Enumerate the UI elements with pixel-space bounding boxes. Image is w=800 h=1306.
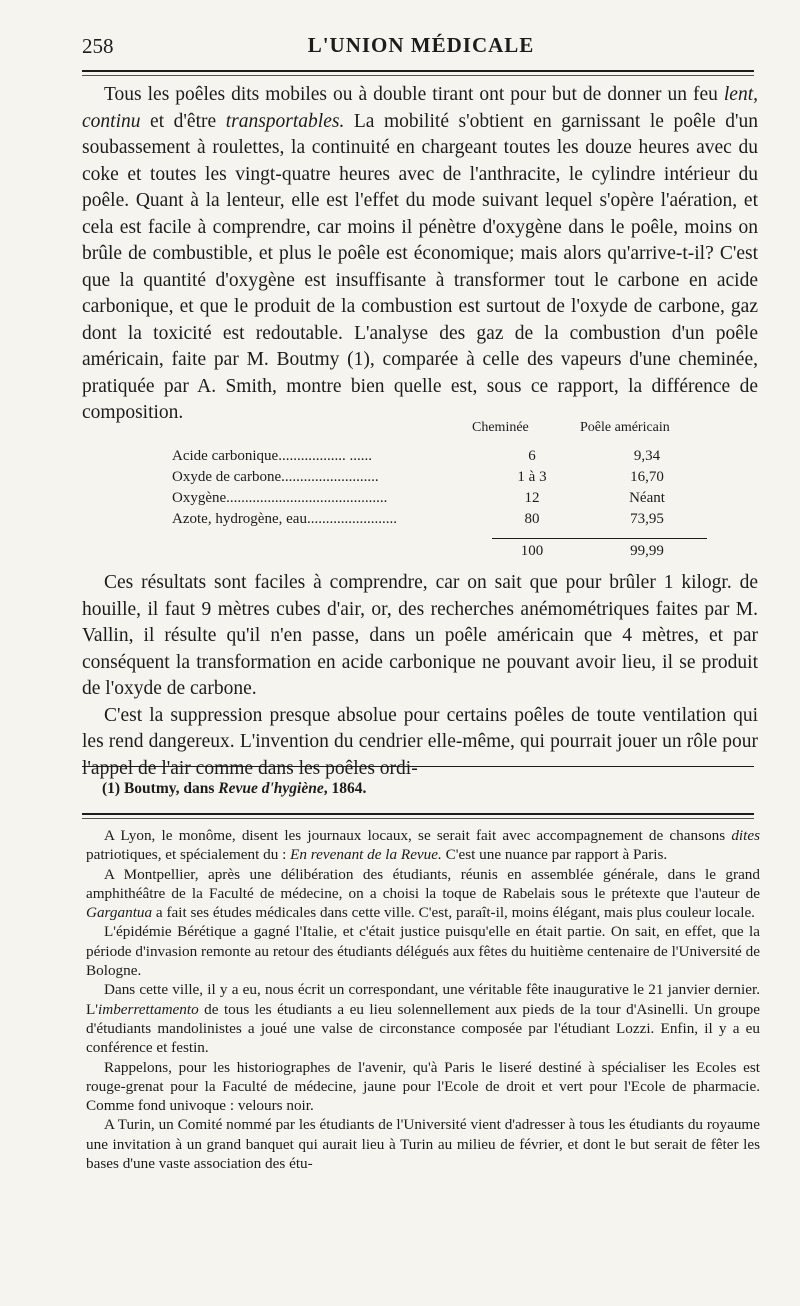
news-paragraph: L'épidémie Bérétique a gagné l'Italie, et c'était justice puisqu'elle en était partie. On sait, en effet, que la période d'invasion remonte au retour des étudiants délégués aux fêtes du huitième centenaire de l'Université de Bologne. (86, 923, 760, 980)
cell-poele-total: 99,99 (630, 543, 664, 559)
cell-cheminee: 80 (524, 511, 540, 527)
cell-cheminee: 12 (524, 490, 540, 506)
cell-cheminee: 6 (528, 448, 536, 464)
page-number: 258 (82, 34, 114, 58)
cell-cheminee: 1 à 3 (517, 469, 547, 485)
footnote-rule (82, 766, 754, 767)
news-paragraph: A Turin, un Comité nommé par les étudiants de l'Université vient d'adresser à tous les étudiants du royaume une invitation à un grand banquet qui aurait lieu à Turin au milieu de février, et dont le but serait de fêter les bases d'une vaste association des étu- (86, 1116, 760, 1173)
italic-text: dites (731, 827, 760, 844)
row-label: Oxyde de carbone.......................... (172, 469, 379, 485)
cell-poele: 9,34 (633, 448, 661, 464)
table-row-total (172, 543, 712, 565)
section-rule-thin (82, 818, 754, 819)
table-row (172, 448, 712, 470)
table-sum-rule (492, 538, 707, 539)
section-rule (82, 813, 754, 815)
italic-text: Revue d'hygiène (218, 780, 324, 797)
table-header-cheminee: Cheminée (472, 420, 529, 435)
running-title: L'UNION MÉDICALE (307, 33, 535, 57)
header-rule (82, 70, 754, 72)
table-row (172, 490, 712, 512)
news-paragraph: Rappelons, pour les historiographes de l'avenir, qu'à Paris le liseré destiné à spécialiser les Ecoles est rouge-grenat pour la Faculté de médecine, jaune pour l'Ecole de droit et vert pour l'Ecole de pharmacie. Comme fond univoque : velours noir. (86, 1058, 760, 1115)
table-row (172, 469, 712, 491)
news-paragraph: A Lyon, le monôme, disent les journaux locaux, se serait fait avec accompagnement de chansons dites patriotiques, et spécialement du : En revenant de la Revue. C'est une nuance par rapport à Paris. (86, 827, 760, 864)
italic-text: lent, continu (82, 84, 758, 132)
row-label: Oxygène........................................... (172, 490, 388, 506)
page-header (82, 30, 760, 66)
cell-cheminee-total: 100 (520, 543, 544, 559)
article-body (82, 82, 758, 427)
header-rule-thin (82, 75, 754, 76)
article-paragraph-3: C'est la suppression presque absolue pour certains poêles de toute ventilation qui les rend dangereux. L'invention du cendrier elle-même, qui pourrait jouer un rôle pour l'appel de l'air comme dans les poêles ordi- (82, 704, 758, 779)
italic-text: imberrettamento (98, 1000, 199, 1018)
cell-poele: 16,70 (630, 469, 664, 485)
table-header-poele: Poêle américain (580, 420, 670, 435)
article-body-continued (82, 570, 758, 782)
italic-text: En revenant de la Revue. (290, 846, 442, 864)
footnote: (1) Boutmy, dans Revue d'hygiène, 1864. (102, 780, 367, 797)
news-section (86, 826, 760, 1173)
table-row (172, 511, 712, 533)
article-paragraph-2: Ces résultats sont faciles à comprendre, car on sait que pour brûler 1 kilogr. de houille, il faut 9 mètres cubes d'air, or, des recherches anémométriques faites par M. Vallin, il résulte qu'il n'en passe, dans un poêle américain que 4 mètres, et par conséquent la transformation en acide carbonique ne pouvant avoir lieu, il se produit de l'oxyde de carbone. (82, 572, 758, 699)
italic-text: Gargantua (86, 904, 153, 922)
cell-poele: Néant (629, 490, 665, 506)
row-label: Acide carbonique.................. ...... (172, 448, 372, 464)
news-paragraph: Dans cette ville, il y a eu, nous écrit un correspondant, une véritable fête inaugurative le 21 janvier dernier. L'imberrettamento de tous les étudiants a eu lieu solennellement aux pieds de la tour d'Asinelli. Un groupe d'étudiants mandolinistes a joué une valse de circonstance composée par l'étudiant Lozzi. Enfin, il y a eu conférence et festin. (86, 981, 760, 1057)
row-label: Azote, hydrogène, eau........................ (172, 511, 397, 527)
article-paragraph-1: Tous les poêles dits mobiles ou à double tirant ont pour but de donner un feu lent, continu et d'être transportables. La mobilité s'obtient en garnissant le poêle d'un soubassement à roulettes, la continuité en chargeant toutes les douze heures avec du coke et toutes les vingt-quatre heures avec de l'anthracite, le cylindre intérieur du poêle. Quant à la lenteur, elle est l'effet du mode suivant lequel s'opère l'aération, et cela est facile à comprendre, car moins il pénètre d'oxygène dans le poêle, moins on brûle de combustible, et plus le poêle est économique; mais alors qu'arrive-t-il? C'est que la quantité d'oxygène est insuffisante à transformer tout le carbone en acide carbonique, et que le produit de la combustion est surtout de l'oxyde de carbone, gaz dont la toxicité est redoutable. L'analyse des gaz de la combustion d'un poêle américain, faite par M. Boutmy (1), comparée à celle des vapeurs d'une cheminée, pratiquée par A. Smith, montre bien quelle est, sous ce rapport, la différence de composition. (82, 84, 759, 423)
italic-text: transportables. (225, 110, 345, 132)
cell-poele: 73,95 (630, 511, 664, 527)
news-paragraph: A Montpellier, après une délibération des étudiants, réunis en assemblée générale, dans le grand amphithéâtre de la Faculté de médecine, on a choisi la toque de Rabelais sous le prétexte que l'auteur de Gargantua a fait ses études médicales dans cette ville. C'est, paraît-il, moins élégant, mais plus couleur locale. (86, 865, 760, 922)
